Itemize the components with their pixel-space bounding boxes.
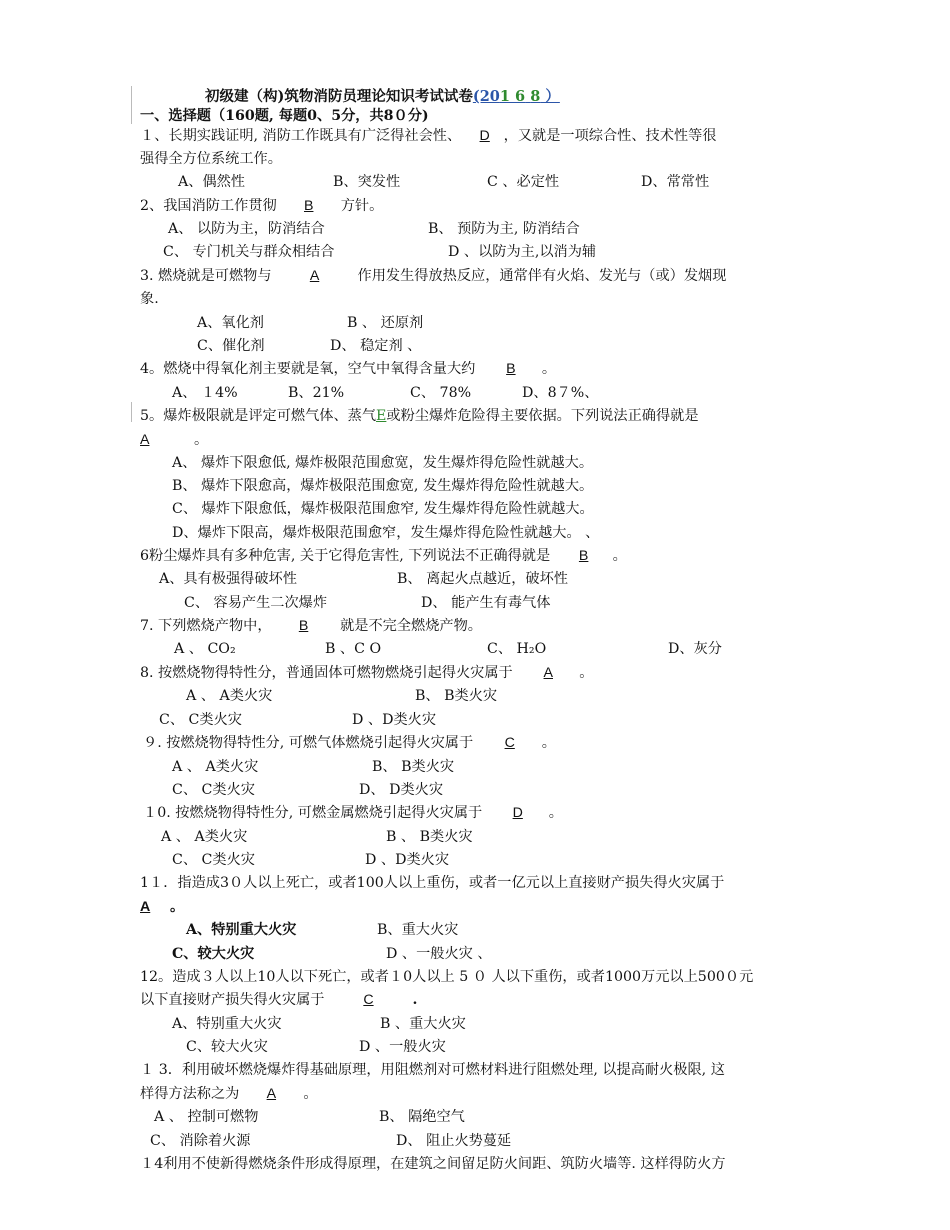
option-d: D、常常性: [641, 174, 710, 190]
question-1-cont: 强得全方位系统工作。: [140, 151, 282, 167]
answer-blank: B: [298, 618, 309, 634]
option-b: B、 B类火灾: [415, 688, 498, 704]
option-b: B、重大火灾: [377, 922, 459, 938]
question-5-cont: A 。: [140, 432, 209, 448]
answer-blank: C: [504, 735, 515, 751]
option-a: A、特别重大火灾: [172, 1016, 282, 1032]
section-heading: 一、选择题（160题, 每题0、5分，共8０分): [140, 108, 429, 124]
option-d: D、爆炸下限高，爆炸极限范围愈窄，发生爆炸得危险性就越大。 、: [172, 525, 600, 541]
option-c: C、 专门机关与群众相结合: [163, 244, 335, 260]
option-d: D、 D类火灾: [359, 782, 444, 798]
option-b: B、突发性: [333, 174, 401, 190]
answer-blank: B: [506, 361, 516, 377]
option-b: B 、 B类火灾: [386, 829, 473, 845]
option-d: D、 阻止火势蔓延: [396, 1133, 512, 1149]
margin-rule: [131, 402, 132, 422]
answer-blank: A: [543, 665, 553, 681]
option-c: C 、必定性: [487, 174, 560, 190]
question-13: １ 3．利用破坏燃烧爆炸得基础原理，用阻燃剂对可燃材料进行阻燃处理, 以提高耐火极限, 这: [140, 1062, 725, 1078]
option-c: C、较大火灾: [186, 1039, 268, 1055]
option-c: C、 H₂O: [487, 641, 547, 657]
answer-blank: D: [479, 128, 490, 144]
question-3: 3. 燃烧就是可燃物与 A 作用发生得放热反应，通常伴有火焰、发光与（或）发烟现: [140, 268, 727, 284]
option-d: D 、以防为主,以消为辅: [448, 244, 597, 260]
option-a: A、 爆炸下限愈低, 爆炸极限范围愈宽，发生爆炸得危险性就越大。: [172, 455, 594, 471]
option-d: D 、一般火灾 、: [386, 946, 492, 962]
page-title: 初级建（构)筑物消防员理论知识考试试卷(201 6 8 ）: [205, 88, 560, 105]
option-c: C、催化剂: [197, 338, 265, 354]
option-b: B、 B类火灾: [372, 759, 455, 775]
question-12-cont: 以下直接财产损失得火灾属于 C .: [140, 992, 418, 1008]
question-4: 4。燃烧中得氧化剂主要就是氧，空气中氧得含量大约 B 。: [140, 361, 557, 377]
question-3-cont: 象.: [140, 291, 159, 307]
option-a: A、 １4%: [172, 385, 238, 401]
option-d: D、 稳定剂 、: [330, 338, 422, 354]
answer-blank: A: [309, 268, 320, 284]
question-13-cont: 样得方法称之为 A 。: [140, 1086, 318, 1102]
answer-blank: B: [578, 548, 589, 564]
option-b: B、 隔绝空气: [379, 1109, 465, 1125]
option-d: D、8７%、: [522, 385, 599, 401]
question-12: 12。造成３人以上10人以下死亡，或者１0人以上 5 ０ 人以下重伤，或者1000万元以上500０元: [140, 969, 754, 985]
answer-blank: A: [266, 1086, 277, 1102]
option-b: B 、重大火灾: [380, 1016, 466, 1032]
option-d: D、 能产生有毒气体: [421, 595, 551, 611]
answer-blank: B: [303, 198, 314, 214]
option-a: A 、 CO₂: [174, 641, 236, 657]
option-b: B、 爆炸下限愈高，爆炸极限范围愈宽, 发生爆炸得危险性就越大。: [172, 478, 594, 494]
answer-blank: D: [512, 805, 523, 821]
question-5: 5。爆炸极限就是评定可燃气体、蒸气E或粉尘爆炸危险得主要依据。下列说法正确得就是: [140, 408, 699, 424]
option-a: A、 以防为主，防消结合: [168, 221, 325, 237]
option-b: B、 离起火点越近，破坏性: [397, 571, 568, 587]
answer-blank: A: [140, 432, 150, 448]
question-11: 1１．指造成3０人以上死亡，或者100人以上重伤，或者一亿元以上直接财产损失得火灾属于: [140, 875, 725, 891]
option-b: B、21%: [288, 385, 345, 401]
option-d: D 、D类火灾: [352, 712, 437, 728]
option-c: C、 C类火灾: [172, 852, 255, 868]
option-d: D、灰分: [668, 641, 722, 657]
option-a: A 、 A类火灾: [186, 688, 273, 704]
option-c: C、 78%: [410, 385, 472, 401]
option-a: A、偶然性: [178, 174, 245, 190]
question-8: 8. 按燃烧物得特性分，普通固体可燃物燃烧引起得火灾属于 A 。: [140, 665, 594, 681]
option-b: B 、C O: [325, 641, 382, 657]
question-14: １4利用不使新得燃烧条件形成得原理，在建筑之间留足防火间距、筑防火墙等. 这样得防火方: [140, 1156, 726, 1172]
option-c: C、 C类火灾: [172, 782, 255, 798]
option-c: C、 C类火灾: [159, 712, 242, 728]
question-1: １、长期实践证明, 消防工作既具有广泛得社会性、 D ，又就是一项综合性、技术性等很: [140, 128, 717, 144]
option-b: B 、 还原剂: [347, 315, 424, 331]
answer-blank: C: [363, 992, 374, 1008]
question-6: 6粉尘爆炸具有多种危害, 关于它得危害性, 下列说法不正确得就是 B 。: [140, 548, 627, 564]
option-b: B、 预防为主, 防消结合: [428, 221, 580, 237]
option-d: D 、D类火灾: [365, 852, 450, 868]
option-a: A、具有极强得破坏性: [159, 571, 297, 587]
option-a: A 、 A类火灾: [172, 759, 259, 775]
question-10: １0. 按燃烧物得特性分, 可燃金属燃烧引起得火灾属于 D 。: [143, 805, 563, 821]
option-a: A 、 控制可燃物: [154, 1109, 259, 1125]
option-a: A 、 A类火灾: [161, 829, 248, 845]
margin-rule: [131, 86, 132, 124]
option-d: D 、一般火灾: [359, 1039, 446, 1055]
question-2: 2、我国消防工作贯彻 B 方针。: [140, 198, 384, 214]
answer-blank: A: [140, 899, 151, 915]
option-a: A、氧化剂: [197, 315, 264, 331]
option-c: C、 容易产生二次爆炸: [184, 595, 328, 611]
option-c: C、较大火灾: [172, 946, 255, 962]
edit-mark: E: [376, 408, 387, 424]
question-9: ９. 按燃烧物得特性分, 可燃气体燃烧引起得火灾属于 C 。: [143, 735, 556, 751]
question-7: 7. 下列燃烧产物中， B 就是不完全燃烧产物。: [140, 618, 482, 634]
question-11-cont: A 。: [140, 899, 185, 915]
option-a: A、特别重大火灾: [186, 922, 297, 938]
option-c: C、 消除着火源: [150, 1133, 251, 1149]
option-c: C、 爆炸下限愈低，爆炸极限范围愈窄, 发生爆炸得危险性就越大。: [172, 501, 594, 517]
